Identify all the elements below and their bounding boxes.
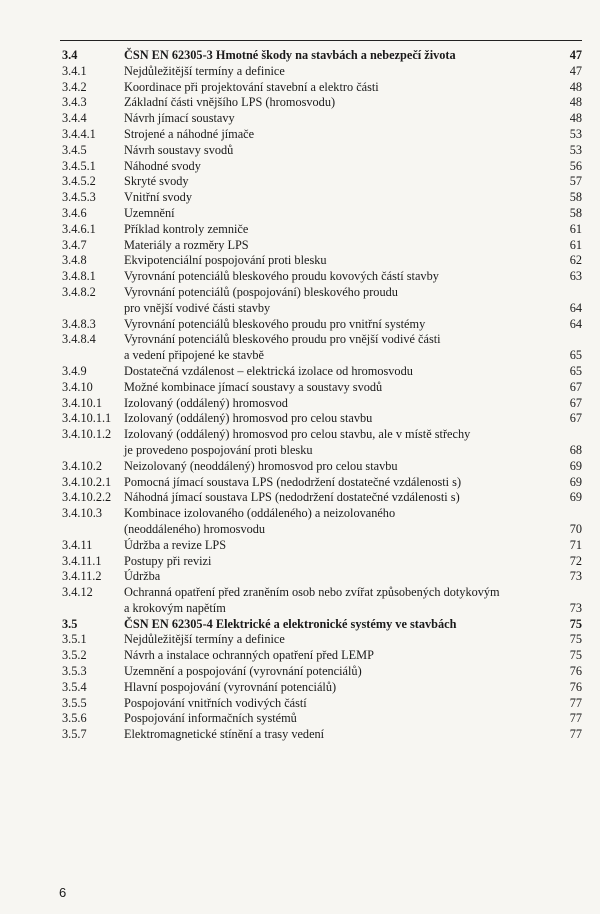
toc-entry-title [124, 332, 542, 364]
toc-entry [62, 506, 582, 538]
toc-entry-number: 3.4.8.3 [62, 316, 96, 331]
toc-entry-number: 3.5 [62, 616, 78, 631]
toc-entry-title-line: (neoddáleného) hromosvodu [124, 521, 266, 536]
toc-entry-page: 67 [569, 395, 582, 410]
toc-entry-title [124, 269, 542, 285]
toc-entry-title-line: Postupy při revizi [124, 553, 212, 568]
toc-entry [62, 711, 582, 727]
toc-entry-title-line: Izolovaný (oddálený) hromosvod [124, 395, 288, 410]
toc-entry [62, 111, 582, 127]
toc-entry-page: 75 [569, 648, 582, 663]
toc-entry-title [124, 143, 542, 159]
toc-entry-title-line: Vnitřní svody [124, 190, 192, 205]
toc-entry-page: 69 [569, 458, 582, 473]
toc-entry-title-line: Vyrovnání potenciálů bleskového proudu pro vnější vodivé části [124, 332, 441, 347]
toc-entry-page: 64 [569, 316, 582, 331]
toc-entry-page: 48 [569, 95, 582, 110]
toc-entry-title [124, 711, 542, 727]
toc-entry [62, 80, 582, 96]
toc-entry-page: 57 [569, 174, 582, 189]
toc-entry [62, 680, 582, 696]
toc-entry-number: 3.5.7 [62, 727, 87, 742]
toc-entry-number: 3.4.10 [62, 379, 93, 394]
toc-entry-title [124, 364, 542, 380]
toc-entry-title [124, 127, 542, 143]
toc-entry-page: 77 [569, 695, 582, 710]
toc-entry-title [124, 285, 542, 317]
toc-entry-title-line: Údržba a revize LPS [124, 537, 227, 552]
toc-entry-title [124, 490, 542, 506]
toc-entry [62, 143, 582, 159]
toc-entry-title-line: je provedeno pospojování proti blesku [124, 442, 313, 457]
toc-entry-title [124, 64, 542, 80]
toc-entry-title [124, 680, 542, 696]
toc-entry [62, 569, 582, 585]
toc-entry-title-line: Vyrovnání potenciálů bleskového proudu pro vnitřní systémy [124, 316, 426, 331]
toc-entry [62, 427, 582, 459]
toc-entry-title-line: Uzemnění [124, 205, 175, 220]
toc-entry-page: 61 [569, 221, 582, 236]
toc-entry-title-line: Nejdůležitější termíny a definice [124, 63, 285, 78]
toc-entry-title-line: Pomocná jímací soustava LPS (nedodržení dostatečné vzdálenosti s) [124, 474, 462, 489]
toc-entry-title [124, 411, 542, 427]
toc-entry [62, 253, 582, 269]
toc-entry-title-line: a krokovým napětím [124, 600, 226, 615]
toc-entry-page: 61 [569, 237, 582, 252]
toc-entry [62, 317, 582, 333]
toc-entry-title [124, 664, 542, 680]
toc-entry-page: 65 [569, 348, 582, 363]
toc-entry-title [124, 585, 542, 617]
toc-entry [62, 411, 582, 427]
toc-entry-title-line: Návrh jímací soustavy [124, 111, 235, 126]
toc-entry-title-line: pro vnější vodivé části stavby [124, 300, 271, 315]
toc-entry-title-line: Vyrovnání potenciálů (pospojování) bleskového proudu [124, 284, 398, 299]
toc-entry-page: 72 [569, 553, 582, 568]
toc-entry-number: 3.5.4 [62, 679, 87, 694]
toc-entry-title-line: Návrh soustavy svodů [124, 142, 234, 157]
toc-entry-page: 58 [569, 190, 582, 205]
toc-entry-title-line: ČSN EN 62305-3 Hmotné škody na stavbách a nebezpečí života [124, 48, 456, 62]
toc-entry-page: 63 [569, 269, 582, 284]
toc-entry-number: 3.4.5 [62, 142, 87, 157]
toc-entry-title-line: Izolovaný (oddálený) hromosvod pro celou stavbu [124, 411, 373, 426]
toc-entry-page: 56 [569, 158, 582, 173]
toc-entry-number: 3.5.3 [62, 664, 87, 679]
toc-entry-page: 62 [569, 253, 582, 268]
toc-entry-title-line: Dostatečná vzdálenost – elektrická izolace od hromosvodu [124, 363, 413, 378]
toc-entry-title-line: Strojené a náhodné jímače [124, 126, 255, 141]
toc-entry-number: 3.4.6 [62, 205, 87, 220]
toc-entry-number: 3.4.6.1 [62, 221, 96, 236]
header-rule [60, 40, 582, 41]
toc-entry-title-line: Pospojování informačních systémů [124, 711, 297, 726]
toc-entry [62, 538, 582, 554]
toc-entry-title [124, 95, 542, 111]
toc-entry-page: 64 [569, 300, 582, 315]
toc-entry-title-line: Ochranná opatření před zraněním osob nebo zvířat způsobených dotykovým [124, 585, 500, 600]
toc-entry-page: 69 [569, 474, 582, 489]
toc-entry-page: 75 [569, 632, 582, 647]
toc-entry-number: 3.4.10.3 [62, 506, 102, 521]
toc-entry-page: 68 [569, 442, 582, 457]
toc-entry-title-line: Vyrovnání potenciálů bleskového proudu kovových částí stavby [124, 269, 439, 284]
toc-entry-title-line: Hlavní pospojování (vyrovnání potenciálů) [124, 679, 337, 694]
toc-entry-title [124, 459, 542, 475]
toc-entry-number: 3.4.11 [62, 537, 93, 552]
toc-entry [62, 48, 582, 64]
toc-entry-title [124, 554, 542, 570]
toc-entry-page: 67 [569, 411, 582, 426]
toc-entry [62, 364, 582, 380]
toc-entry-title-line: Koordinace při projektování stavební a elektro části [124, 79, 379, 94]
toc-entry-title [124, 727, 542, 743]
toc-entry [62, 554, 582, 570]
toc-entry [62, 238, 582, 254]
toc-entry-page: 58 [569, 205, 582, 220]
toc-entry-page: 48 [569, 111, 582, 126]
toc-entry-number: 3.5.6 [62, 711, 87, 726]
toc-entry-number: 3.4.4 [62, 111, 87, 126]
toc-entry-page: 69 [569, 490, 582, 505]
toc-entry-number: 3.4.11.2 [62, 569, 102, 584]
toc-entry-number: 3.4.10.2.1 [62, 474, 112, 489]
toc-entry-title [124, 159, 542, 175]
toc-entry-page: 47 [569, 63, 582, 78]
toc-entry [62, 490, 582, 506]
toc-entry-title [124, 238, 542, 254]
page-number: 6 [59, 885, 67, 900]
toc-entry-page: 77 [569, 711, 582, 726]
toc-entry-title [124, 48, 542, 64]
toc-entry-title-line: Nejdůležitější termíny a definice [124, 632, 285, 647]
toc-entry-title [124, 396, 542, 412]
toc-entry-title-line: Kombinace izolovaného (oddáleného) a neizolovaného [124, 506, 396, 521]
toc-entry-title [124, 253, 542, 269]
toc-entry [62, 380, 582, 396]
toc-entry-number: 3.4.8.4 [62, 332, 96, 347]
toc-entry [62, 285, 582, 317]
toc-entry-title [124, 617, 542, 633]
toc-entry-title [124, 475, 542, 491]
toc-entry [62, 206, 582, 222]
toc-entry-number: 3.4 [62, 48, 78, 62]
toc-entry-number: 3.4.8.1 [62, 269, 96, 284]
toc-entry-title-line: Neizolovaný (neoddálený) hromosvod pro celou stavbu [124, 458, 398, 473]
toc-entry [62, 269, 582, 285]
toc-entry [62, 190, 582, 206]
toc-entry-title-line: Příklad kontroly zemniče [124, 221, 249, 236]
toc-entry-title [124, 648, 542, 664]
toc-entry [62, 617, 582, 633]
toc-entry-page: 73 [569, 569, 582, 584]
toc-entry-title [124, 506, 542, 538]
toc-entry [62, 95, 582, 111]
toc-entry-title-line: Údržba [124, 569, 161, 584]
toc-entry [62, 174, 582, 190]
toc-entry [62, 332, 582, 364]
toc-entry-title [124, 111, 542, 127]
toc-entry-number: 3.4.7 [62, 237, 87, 252]
toc-entry-title [124, 696, 542, 712]
toc-entry-title [124, 380, 542, 396]
toc-entry [62, 475, 582, 491]
toc-entry-page: 53 [569, 126, 582, 141]
toc-entry-number: 3.4.1 [62, 63, 87, 78]
toc-entry-page: 77 [569, 727, 582, 742]
toc-entry [62, 664, 582, 680]
toc-entry-page: 67 [569, 379, 582, 394]
toc-entry-number: 3.4.9 [62, 363, 87, 378]
toc-entry-title-line: Náhodné svody [124, 158, 201, 173]
toc-entry-number: 3.4.8.2 [62, 284, 96, 299]
toc-entry [62, 159, 582, 175]
toc-entry-title [124, 427, 542, 459]
toc-entry-page: 65 [569, 363, 582, 378]
toc-entry-number: 3.4.10.2 [62, 458, 102, 473]
toc-entry-title-line: Elektromagnetické stínění a trasy vedení [124, 727, 325, 742]
toc-entry-number: 3.4.10.2.2 [62, 490, 112, 505]
toc-entry-title-line: Izolovaný (oddálený) hromosvod pro celou stavbu, ale v místě střechy [124, 427, 471, 442]
toc-entry-page: 53 [569, 142, 582, 157]
toc-entry-title-line: Návrh a instalace ochranných opatření před LEMP [124, 648, 374, 663]
toc-entry-number: 3.5.5 [62, 695, 87, 710]
toc-entry-page: 70 [569, 521, 582, 536]
toc-entry-title [124, 80, 542, 96]
toc-entry-title-line: Pospojování vnitřních vodivých částí [124, 695, 307, 710]
toc-entry-title-line: a vedení připojené ke stavbě [124, 348, 264, 363]
toc-entry-number: 3.4.8 [62, 253, 87, 268]
toc-entry-title [124, 538, 542, 554]
toc-entry-title-line: Základní části vnějšího LPS (hromosvodu) [124, 95, 336, 110]
toc-entry-title-line: Náhodná jímací soustava LPS (nedodržení dostatečné vzdálenosti s) [124, 490, 460, 505]
toc-entry-page: 47 [569, 48, 582, 62]
toc-entry-title [124, 222, 542, 238]
toc-entry-title-line: ČSN EN 62305-4 Elektrické a elektronické systémy ve stavbách [124, 616, 457, 631]
toc-entry [62, 64, 582, 80]
toc-entry-title-line: Možné kombinace jímací soustavy a soustavy svodů [124, 379, 383, 394]
toc-entry-page: 73 [569, 600, 582, 615]
toc-entry-page: 75 [569, 616, 582, 631]
toc-entry-number: 3.4.2 [62, 79, 87, 94]
toc-entry-title [124, 206, 542, 222]
toc-entry-number: 3.4.3 [62, 95, 87, 110]
toc-entry-number: 3.4.5.3 [62, 190, 96, 205]
toc-entry-title [124, 190, 542, 206]
toc-entry-page: 48 [569, 79, 582, 94]
toc-entry-number: 3.4.5.2 [62, 174, 96, 189]
toc-entry-number: 3.4.10.1.2 [62, 427, 112, 442]
toc-entry-number: 3.4.10.1 [62, 395, 102, 410]
toc-entry [62, 648, 582, 664]
toc-entry-title-line: Skryté svody [124, 174, 189, 189]
toc-entry-number: 3.4.11.1 [62, 553, 102, 568]
toc-entry-title [124, 569, 542, 585]
toc-entry-number: 3.4.4.1 [62, 126, 96, 141]
toc-entry [62, 396, 582, 412]
toc-entry-title [124, 632, 542, 648]
toc-entry [62, 459, 582, 475]
toc-entry-title-line: Ekvipotenciální pospojování proti blesku [124, 253, 327, 268]
toc-entry [62, 632, 582, 648]
toc-entry [62, 727, 582, 743]
toc-entry [62, 127, 582, 143]
toc-entry-number: 3.4.5.1 [62, 158, 96, 173]
toc-entry-title [124, 174, 542, 190]
toc-entry [62, 585, 582, 617]
toc-entry-page: 71 [569, 537, 582, 552]
table-of-contents [62, 48, 582, 743]
toc-entry-page: 76 [569, 664, 582, 679]
toc-entry [62, 696, 582, 712]
toc-entry-number: 3.4.12 [62, 585, 93, 600]
toc-entry-title-line: Uzemnění a pospojování (vyrovnání potenciálů) [124, 664, 362, 679]
toc-entry-number: 3.5.2 [62, 648, 87, 663]
toc-entry [62, 222, 582, 238]
toc-entry-title-line: Materiály a rozměry LPS [124, 237, 249, 252]
toc-entry-page: 76 [569, 679, 582, 694]
toc-entry-number: 3.5.1 [62, 632, 87, 647]
toc-entry-number: 3.4.10.1.1 [62, 411, 112, 426]
toc-entry-title [124, 317, 542, 333]
